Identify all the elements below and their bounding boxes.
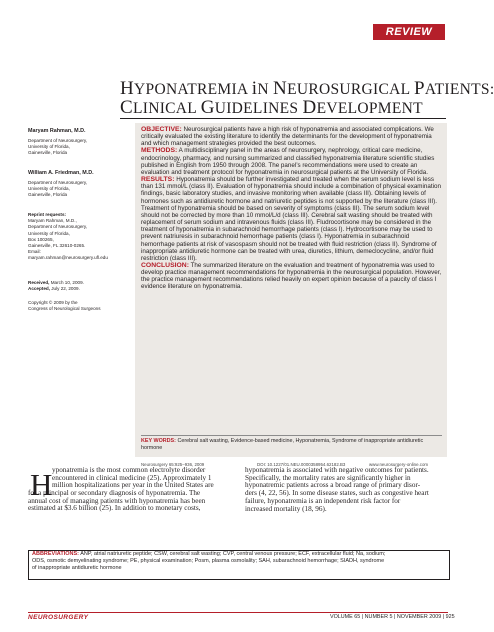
body-line: hyponatremic patients across a broad range of primary disor- <box>245 481 421 490</box>
body-line: for a principal or secondary diagnosis of hyponatremia. The <box>28 489 201 497</box>
accepted-label: Accepted, <box>28 286 50 292</box>
body-line: hyponatremia is associated with negative outcomes for patients. <box>245 466 429 474</box>
citation-url[interactable]: www.neurosurgery-online.com <box>369 462 429 467</box>
keywords-label: KEY WORDS: <box>141 438 176 444</box>
methods-text: A multidisciplinary panel in the areas of neurosurgery, nephrology, critical care medicine, endocrinology, pharmacy, and nursing summarized and classified hyponatremia literature scientific studies published in English from 1950 through 2008. The panel’s recommendations were used to create an evaluation and treatment protocol for hyponatremia in neurosurgical patients at the University of Florida. <box>141 147 435 176</box>
abstract-conclusion <box>141 262 442 291</box>
article-title-line-2: CLINICAL GUIDELINES DEVELOPMENT <box>120 97 423 118</box>
abbreviations-line: ANP, atrial natriuretic peptide; CSW, cerebral salt wasting; CVP, central venous pressure; ECF, extracellular fluid; Na, sodium; <box>80 551 386 557</box>
journal-name: NEUROSURGERY <box>28 614 89 621</box>
received-label: Received, <box>28 280 50 285</box>
review-badge: REVIEW <box>373 24 445 40</box>
affiliation-line: University of Florida, <box>28 144 70 150</box>
accepted-date: July 22, 2009. <box>51 286 80 292</box>
abstract-text <box>141 126 442 291</box>
body-line: ders (4, 22, 56). In some disease states, such as congestive heart <box>245 489 429 498</box>
body-line: estimated at $3.6 billion (25). In addition to monetary costs, <box>28 504 201 513</box>
objective-text: Neurosurgical patients have a high risk of hyponatremia and associated complications. We critically evaluated the existing literature to identify the determinants for the development of hyponatremia and which management strategies provided the best outcomes. <box>141 126 434 148</box>
conclusion-text: The summarized literature on the evaluation and treatment of hyponatremia was used to develop practice management recommendations for hyponatremia in the neurosurgical population. However, the practice management recommendations relied heavily on expert opinion because of a paucity of class I evidence literature on hyponatremia. <box>141 261 442 291</box>
body-right-column <box>245 467 429 513</box>
methods-label: METHODS: <box>141 147 178 155</box>
abbreviations-text <box>32 551 444 572</box>
body-line: increased mortality (18, 96). <box>245 504 327 513</box>
article-title-line-1: HYPONATREMIA iN NEUROSURGICAL PATIENTS: <box>120 78 494 99</box>
author-name: William A. Friedman, M.D. <box>28 170 94 176</box>
received-date: March 10, 2009. <box>50 280 84 285</box>
affiliation-line: Gainesville, Florida <box>28 192 68 198</box>
citation-doi: DOI: 10.1227/01.NEU.0000358954.62182.B3 <box>257 462 346 467</box>
title-divider <box>120 118 446 119</box>
results-label: RESULTS: <box>141 176 175 184</box>
reprint-line: Gainesville, FL 32610-0265. <box>28 243 86 249</box>
abstract-results <box>141 176 442 262</box>
abstract-objective <box>141 126 442 147</box>
affiliation-line: University of Florida, <box>28 186 70 192</box>
abstract-methods <box>141 147 442 176</box>
keywords-divider <box>141 435 442 436</box>
reprint-line: Maryam Rahman, M.D., <box>28 218 77 224</box>
abstract-keywords <box>141 438 442 451</box>
footer-divider <box>28 612 448 613</box>
reprint-line: Department of Neurosurgery, <box>28 224 88 230</box>
drop-cap: H <box>30 467 53 502</box>
copyright-line: Congress of Neurological Surgeons <box>28 306 101 312</box>
reprint-line: Box 100265, <box>28 236 54 242</box>
affiliation-line: Department of Neurosurgery, <box>28 180 88 185</box>
body-line: million hospitalizations per year in the United States are <box>52 481 214 490</box>
sidebar-reprint-requests <box>28 212 122 262</box>
body-line: Specifically, the mortality rates are significantly higher in <box>245 473 411 482</box>
reprint-line: University of Florida, <box>28 230 70 236</box>
footer-issue-info: VOLUME 65 | NUMBER 5 | NOVEMBER 2009 | 925 <box>330 614 455 620</box>
body-line: encountered in clinical medicine (25). Approximately 1 <box>52 473 212 482</box>
body-line: yponatremia is the most common electrolyte disorder <box>52 466 206 474</box>
objective-label: OBJECTIVE: <box>141 126 182 133</box>
sidebar-dates <box>28 280 122 292</box>
abbreviations-label: ABBREVIATIONS: <box>32 551 79 557</box>
body-line: annual cost of managing patients with hyponatremia has been <box>28 496 206 505</box>
sidebar-copyright <box>28 300 122 312</box>
affiliation-line: Gainesville, Florida <box>28 150 68 156</box>
reprint-label: Reprint requests: <box>28 212 67 217</box>
conclusion-label: CONCLUSION: <box>141 261 189 269</box>
body-line: failure, hyponatremia is an independent risk factor for <box>245 496 401 505</box>
sidebar-author-2 <box>28 170 122 199</box>
body-left-bottom <box>28 490 205 513</box>
results-text: Hyponatremia should be further investigated and treated when the serum sodium level is less than 131 mmol/L (class II). Evaluation of hyponatremia should include a combination of physical examination findings, basic laboratory studies, and invasive monitoring when available (class III). Obtaining levels of hormones such as antidiuretic hormone and natriuretic peptides is not supported by the literature (class III). Treatment of hyponatremia should be based on severity of symptoms (class III). The serum sodium level should not be corrected by more than 10 mmol/L/d (class III). Cerebral salt wasting should be treated with replacement of serum sodium and intravenous fluids (class III). Fludrocortisone may be considered in the treatment of hyponatremia in subarachnoid hemorrhage patients (class I). Hydrocortisone may be used to prevent natriuresis in subarachnoid hemorrhage patients (class I). Hyponatremia in subarachnoid hemorrhage patients at risk of vasospasm should not be treated with fluid restriction (class II). Syndrome of inappropriate antidiuretic hormone can be treated with urea, diuretics, lithium, demeclocycline, and/or fluid restriction (class III). <box>141 176 441 262</box>
abbreviations-line: of inappropriate antidiuretic hormone <box>32 564 122 571</box>
body-left-top <box>52 467 214 490</box>
reprint-line: Email: <box>28 249 41 255</box>
copyright-line: Copyright © 2009 by the <box>28 300 78 305</box>
sidebar-author-1 <box>28 128 122 157</box>
keywords-text: Cerebral salt wasting, Evidence-based medicine, Hyponatremia, Syndrome of inappropriate antidiuretic hormone <box>141 438 424 451</box>
affiliation-line: Department of Neurosurgery, <box>28 138 88 143</box>
reprint-email[interactable]: maryam.rahman@neurosurgery.ufl.edu <box>28 255 108 261</box>
abbreviations-line: ODS, osmotic demyelinating syndrome; PE, physical examination; Posm, plasma osmolality; SAH, subarachnoid hemorrhage; SIADH, syndrome <box>32 557 385 564</box>
author-name: Maryam Rahman, M.D. <box>28 128 86 134</box>
citation-reference: Neurosurgery 65:925–936, 2009 <box>141 462 205 467</box>
